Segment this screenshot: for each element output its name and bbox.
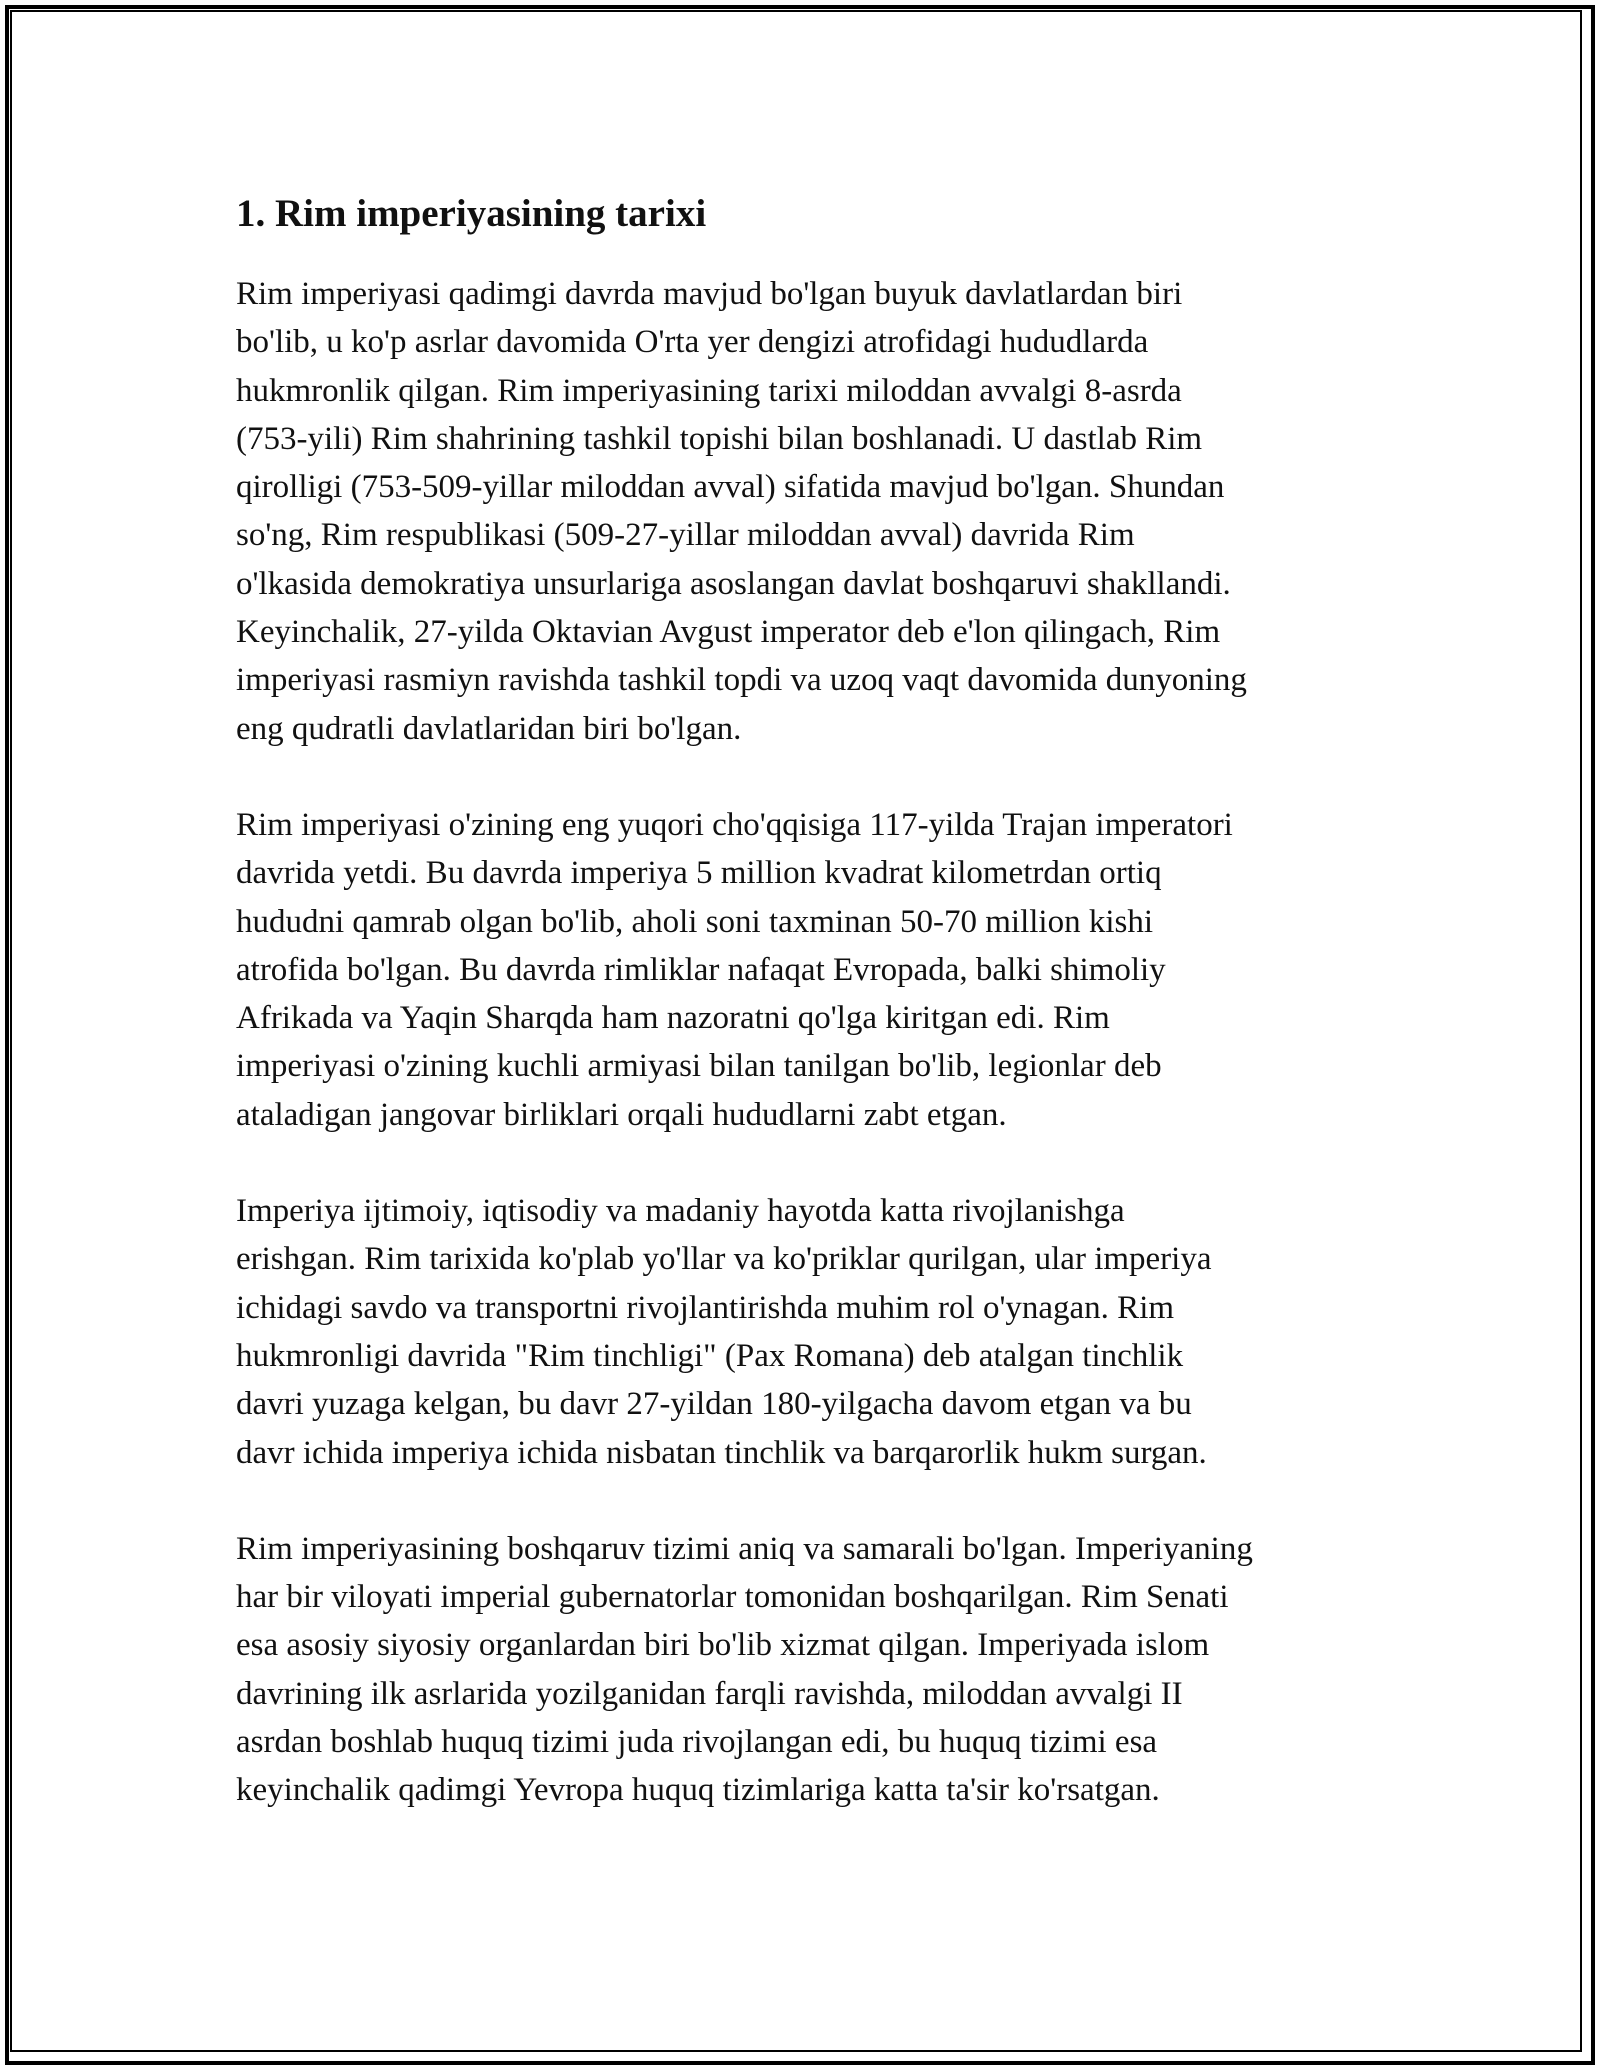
paragraph-line: erishgan. Rim tarixida ko'plab yo'llar va ko'priklar qurilgan, ular imperiya xyxy=(236,1241,1212,1278)
paragraph-line: Afrikada va Yaqin Sharqda ham nazoratni qo'lga kiritgan edi. Rim xyxy=(236,1000,1110,1037)
paragraph-line: hukmronligi davrida "Rim tinchligi" (Pax Romana) deb atalgan tinchlik xyxy=(236,1337,1184,1374)
paragraph-line: har bir viloyati imperial gubernatorlar tomonidan boshqarilgan. Rim Senati xyxy=(236,1579,1229,1616)
paragraph-line: imperiyasi rasmiyn ravishda tashkil topdi va uzoq vaqt davomida dunyoning xyxy=(236,662,1247,699)
paragraph-line: Rim imperiyasi o'zining eng yuqori cho'qqisiga 117-yilda Trajan imperatori xyxy=(236,806,1233,843)
document-body xyxy=(236,188,1376,1863)
paragraph-development xyxy=(236,1187,1376,1477)
paragraph-line: Rim imperiyasining boshqaruv tizimi aniq va samarali bo'lgan. Imperiyaning xyxy=(236,1530,1253,1567)
section-heading: 1. Rim imperiyasining tarixi xyxy=(236,192,707,235)
paragraph-peak xyxy=(236,801,1376,1139)
paragraph-line: so'ng, Rim respublikasi (509-27-yillar miloddan avval) davrida Rim xyxy=(236,517,1135,554)
paragraph-line: Rim imperiyasi qadimgi davrda mavjud bo'lgan buyuk davlatlardan biri xyxy=(236,276,1183,312)
paragraph-line: keyinchalik qadimgi Yevropa huquq tizimlariga katta ta'sir ko'rsatgan. xyxy=(236,1772,1160,1809)
paragraph-line: (753-yili) Rim shahrining tashkil topishi bilan boshlanadi. U dastlab Rim xyxy=(236,420,1203,457)
paragraph-line: o'lkasida demokratiya unsurlariga asoslangan davlat boshqaruvi shakllandi. xyxy=(236,565,1231,602)
paragraph-line: imperiyasi o'zining kuchli armiyasi bilan tanilgan bo'lib, legionlar deb xyxy=(236,1048,1162,1085)
paragraph-line: Keyinchalik, 27-yilda Oktavian Avgust imperator deb e'lon qilingach, Rim xyxy=(236,614,1221,651)
paragraph-line: davri yuzaga kelgan, bu davr 27-yildan 180-yilgacha davom etgan va bu xyxy=(236,1386,1192,1423)
paragraph-line: davr ichida imperiya ichida nisbatan tinchlik va barqarorlik hukm surgan. xyxy=(236,1434,1207,1471)
paragraph-line: bo'lib, u ko'p asrlar davomida O'rta yer dengizi atrofidagi hududlarda xyxy=(236,324,1149,361)
paragraph-history xyxy=(236,270,1376,753)
paragraph-line: davrining ilk asrlarida yozilganidan farqli ravishda, miloddan avvalgi II xyxy=(236,1675,1183,1712)
paragraph-line: asrdan boshlab huquq tizimi juda rivojlangan edi, bu huquq tizimi esa xyxy=(236,1724,1158,1761)
paragraph-line: qirolligi (753-509-yillar miloddan avval) sifatida mavjud bo'lgan. Shundan xyxy=(236,469,1225,506)
paragraph-line: ichidagi savdo va transportni rivojlantirishda muhim rol o'ynagan. Rim xyxy=(236,1289,1175,1326)
paragraph-line: davrida yetdi. Bu davrda imperiya 5 million kvadrat kilometrdan ortiq xyxy=(236,855,1162,892)
paragraph-line: eng qudratli davlatlaridan biri bo'lgan. xyxy=(236,710,742,747)
paragraph-line: ataladigan jangovar birliklari orqali hududlarni zabt etgan. xyxy=(236,1096,1007,1133)
paragraph-line: Imperiya ijtimoiy, iqtisodiy va madaniy hayotda katta rivojlanishga xyxy=(236,1193,1125,1230)
paragraph-governance xyxy=(236,1525,1376,1815)
paragraph-line: atrofida bo'lgan. Bu davrda rimliklar nafaqat Evropada, balki shimoliy xyxy=(236,951,1166,988)
paragraph-line: hududni qamrab olgan bo'lib, aholi soni taxminan 50-70 million kishi xyxy=(236,903,1154,940)
paragraph-line: hukmronlik qilgan. Rim imperiyasining tarixi miloddan avvalgi 8-asrda xyxy=(236,372,1182,409)
paragraph-line: esa asosiy siyosiy organlardan biri bo'lib xizmat qilgan. Imperiyada islom xyxy=(236,1627,1210,1664)
